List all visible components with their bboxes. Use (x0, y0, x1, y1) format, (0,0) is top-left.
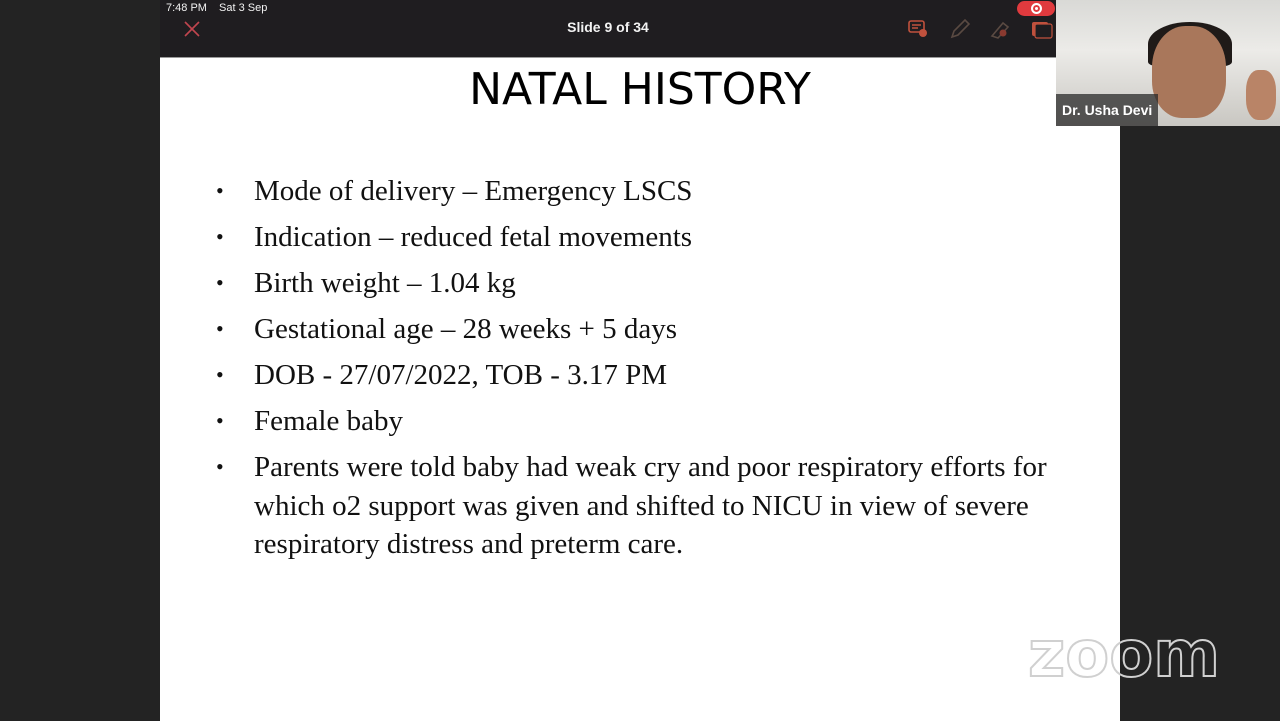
participant-video[interactable] (1056, 0, 1280, 126)
bullet-item: • Gestational age – 28 weeks + 5 days (216, 310, 1076, 349)
status-date: Sat 3 Sep (219, 2, 268, 14)
bullet-item: • Indication – reduced fetal movements (216, 218, 1076, 257)
window-share-icon (1030, 17, 1054, 41)
bullet-dot-icon: • (216, 362, 224, 387)
pen-icon (948, 17, 972, 41)
recording-icon[interactable] (1017, 1, 1055, 16)
slide-title: NATAL HISTORY (469, 64, 811, 115)
chat-annotation-icon (906, 17, 930, 41)
bullet-dot-icon: • (216, 270, 224, 295)
zoom-watermark-icon (1028, 626, 1228, 682)
bullet-dot-icon: • (216, 224, 224, 249)
bullet-item: • Parents were told baby had weak cry and poor respiratory efforts for which o2 support was given and shifted to NICU in view of severe respiratory distress and preterm care. (216, 448, 1076, 564)
bullet-dot-icon: • (216, 178, 224, 203)
pen-button[interactable] (948, 17, 972, 41)
eraser-button[interactable] (989, 17, 1013, 41)
svg-text:zoom: zoom (1028, 626, 1220, 682)
slide-counter: Slide 9 of 34 (567, 19, 649, 35)
bullet-item: • Mode of delivery – Emergency LSCS (216, 172, 1076, 211)
bullet-dot-icon: • (216, 454, 224, 479)
status-time: 7:48 PM (166, 2, 207, 14)
bullet-list (216, 172, 1076, 571)
bullet-dot-icon: • (216, 408, 224, 433)
meeting-toolbar (160, 0, 1056, 57)
bullet-item: • Female baby (216, 402, 1076, 441)
shared-slide (160, 57, 1120, 721)
annotation-chat-button[interactable] (906, 17, 930, 41)
eraser-icon (989, 17, 1013, 41)
video-face (1152, 26, 1226, 118)
bullet-dot-icon: • (216, 316, 224, 341)
bullet-item: • Birth weight – 1.04 kg (216, 264, 1076, 303)
status-bar (166, 2, 276, 14)
participant-name: Dr. Usha Devi (1056, 94, 1158, 126)
bullet-item: • DOB - 27/07/2022, TOB - 3.17 PM (216, 356, 1076, 395)
video-hand (1246, 70, 1276, 120)
window-share-button[interactable] (1030, 17, 1054, 41)
